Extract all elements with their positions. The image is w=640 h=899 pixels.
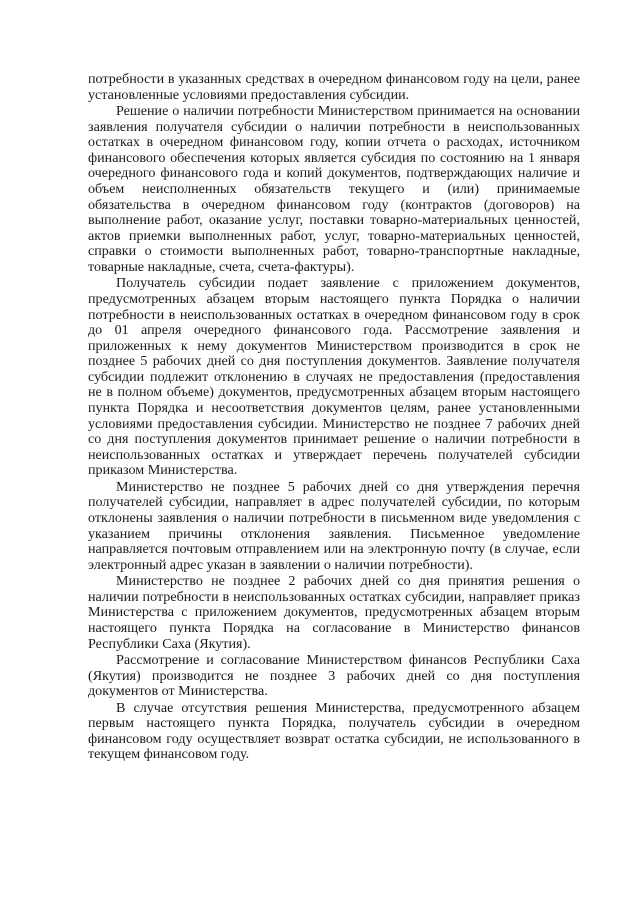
paragraph-2: Решение о наличии потребности Министерством принимается на основании заявления получателя субсидии о наличии потребности в неиспользованных остатках в очередном финансовом году, копии отчета о расходах, источником финансового обеспечения которых является субсидия по состоянию на 1 января очередного финансового года и копий документов, подтверждающих наличие и объем неисполненных обязательств текущего и (или) принимаемые обязательства в очередном финансовом году (контрактов (договоров) на выполнение работ, оказание услуг, поставки товарно-материальных ценностей, актов приемки выполненных работ, услуг, товарно-материальных ценностей, справки о стоимости выполненных работ, товарно-транспортные накладные, товарные накладные, счета, счета-фактуры). [88, 102, 580, 275]
paragraph-3: Получатель субсидии подает заявление с приложением документов, предусмотренных абзацем вторым настоящего пункта Порядка о наличии потребности в неиспользованных остатках в очередном финансовом году в срок до 01 апреля очередного финансового года. Рассмотрение заявления и приложенных к нему документов Министерством производится в срок не позднее 5 рабочих дней со дня поступления документов. Заявление получателя субсидии подлежит отклонению в случаях не предоставления (предоставления не в полном объеме) документов, предусмотренных абзацем вторым настоящего пункта Порядка и несоответствия документов целям, ранее установленными условиями предоставления субсидии. Министерство не позднее 7 рабочих дней со дня поступления документов принимает решение о наличии потребности в неиспользованных остатках и утверждает перечень получателей субсидии приказом Министерства. [88, 275, 580, 479]
paragraph-1: потребности в указанных средствах в очередном финансовом году на цели, ранее установленные условиями предоставления субсидии. [88, 71, 580, 103]
paragraph-7: В случае отсутствия решения Министерства, предусмотренного абзацем первым настоящего пункта Порядка, получатель субсидии в очередном финансовом году осуществляет возврат остатка субсидии, не использованного в текущем финансовом году. [88, 699, 580, 763]
paragraph-6: Рассмотрение и согласование Министерством финансов Республики Саха (Якутия) производится не позднее 3 рабочих дней со дня поступления документов от Министерства. [88, 651, 580, 700]
document-page [88, 72, 580, 764]
paragraph-5: Министерство не позднее 2 рабочих дней со дня принятия решения о наличии потребности в неиспользованных остатках субсидии, направляет приказ Министерства с приложением документов, предусмотренных абзацем вторым настоящего пункта Порядка на согласование в Министерство финансов Республики Саха (Якутия). [88, 573, 580, 652]
paragraph-4: Министерство не позднее 5 рабочих дней со дня утверждения перечня получателей субсидии, направляет в адрес получателей субсидии, по которым отклонены заявления о наличии потребности в письменном виде уведомления с указанием причины отклонения заявления. Письменное уведомление направляется почтовым отправлением или на электронную почту (в случае, если электронный адрес указан в заявлении о наличии потребности). [88, 478, 580, 573]
